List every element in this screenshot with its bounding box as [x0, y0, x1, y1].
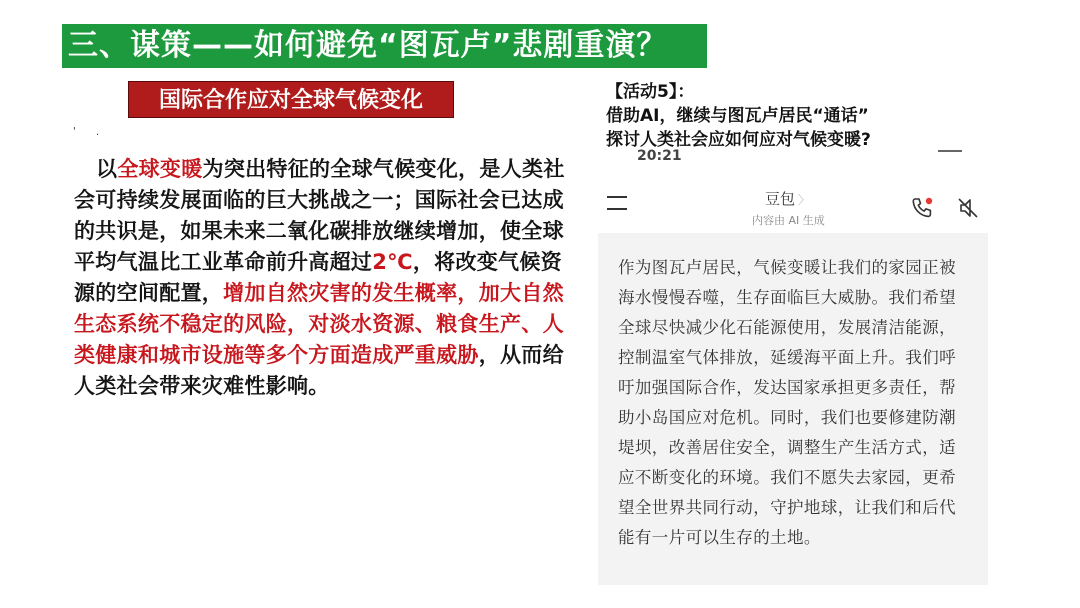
- bullet-mark: .: [96, 127, 100, 138]
- activity-prompt: [606, 80, 946, 152]
- article-text: 以: [96, 157, 118, 181]
- ai-response-bubble: 作为图瓦卢居民，气候变暖让我们的家园正被海水慢慢吞噬，生存面临巨大威胁。我们希望全球尽快减少化石能源使用，发展清洁能源，控制温室气体排放，延缓海平面上升。我们呼吁加强国际合作，发达国家承担更多责任，帮助小岛国应对危机。同时，我们也要修建防潮堤坝，改善居住安全，调整生产生活方式，适应不断变化的环境。我们不愿失去家园，更希望全世界共同行动，守护地球，让我们和后代能有一片可以生存的土地。: [598, 233, 988, 585]
- activity-instruction: 借助AI，继续与图瓦卢居民“通话”: [606, 106, 869, 126]
- article-text: ，从而给人类社会带来灾难性影响。: [74, 343, 564, 398]
- activity-label: 【活动5】：: [606, 82, 695, 102]
- article-paragraph: [74, 154, 574, 402]
- bot-name-label: 豆包: [765, 190, 796, 208]
- chat-header: [595, 180, 995, 230]
- section-subtitle: 国际合作应对全球气候变化: [128, 81, 454, 118]
- highlight-global-warming: 全球变暖: [117, 157, 203, 181]
- hamburger-menu-icon[interactable]: [607, 196, 627, 212]
- highlight-risks: 增加自然灾害的发生概率，加大自然生态系统不稳定的风险，对淡水资源、粮食生产、人类健康和城市设施等多个方面造成严重威胁: [74, 281, 564, 367]
- slide-title: 三、谋策——如何避免“图瓦卢”悲剧重演？: [62, 24, 707, 68]
- phone-call-icon[interactable]: [910, 196, 934, 220]
- status-bar-time: 20:21: [637, 148, 682, 164]
- speaker-muted-icon[interactable]: [957, 196, 979, 220]
- bot-name[interactable]: [765, 188, 810, 209]
- highlight-temperature: 2℃: [372, 250, 413, 274]
- activity-question: 探讨人类社会应如何应对气候变暖?: [606, 130, 871, 150]
- bullet-mark: ': [73, 126, 76, 137]
- article-text: ，将改变气候资源的空间配置，: [74, 250, 562, 305]
- chevron-right-icon: 〉: [798, 193, 811, 207]
- ai-generated-notice: 内容由 AI 生成: [752, 214, 825, 227]
- article-text: 为突出特征的全球气候变化，是人类社会可持续发展面临的巨大挑战之一；国际社会已达成的共识是，如果未来二氧化碳排放继续增加，使全球平均气温比工业革命前升高超过: [74, 157, 565, 274]
